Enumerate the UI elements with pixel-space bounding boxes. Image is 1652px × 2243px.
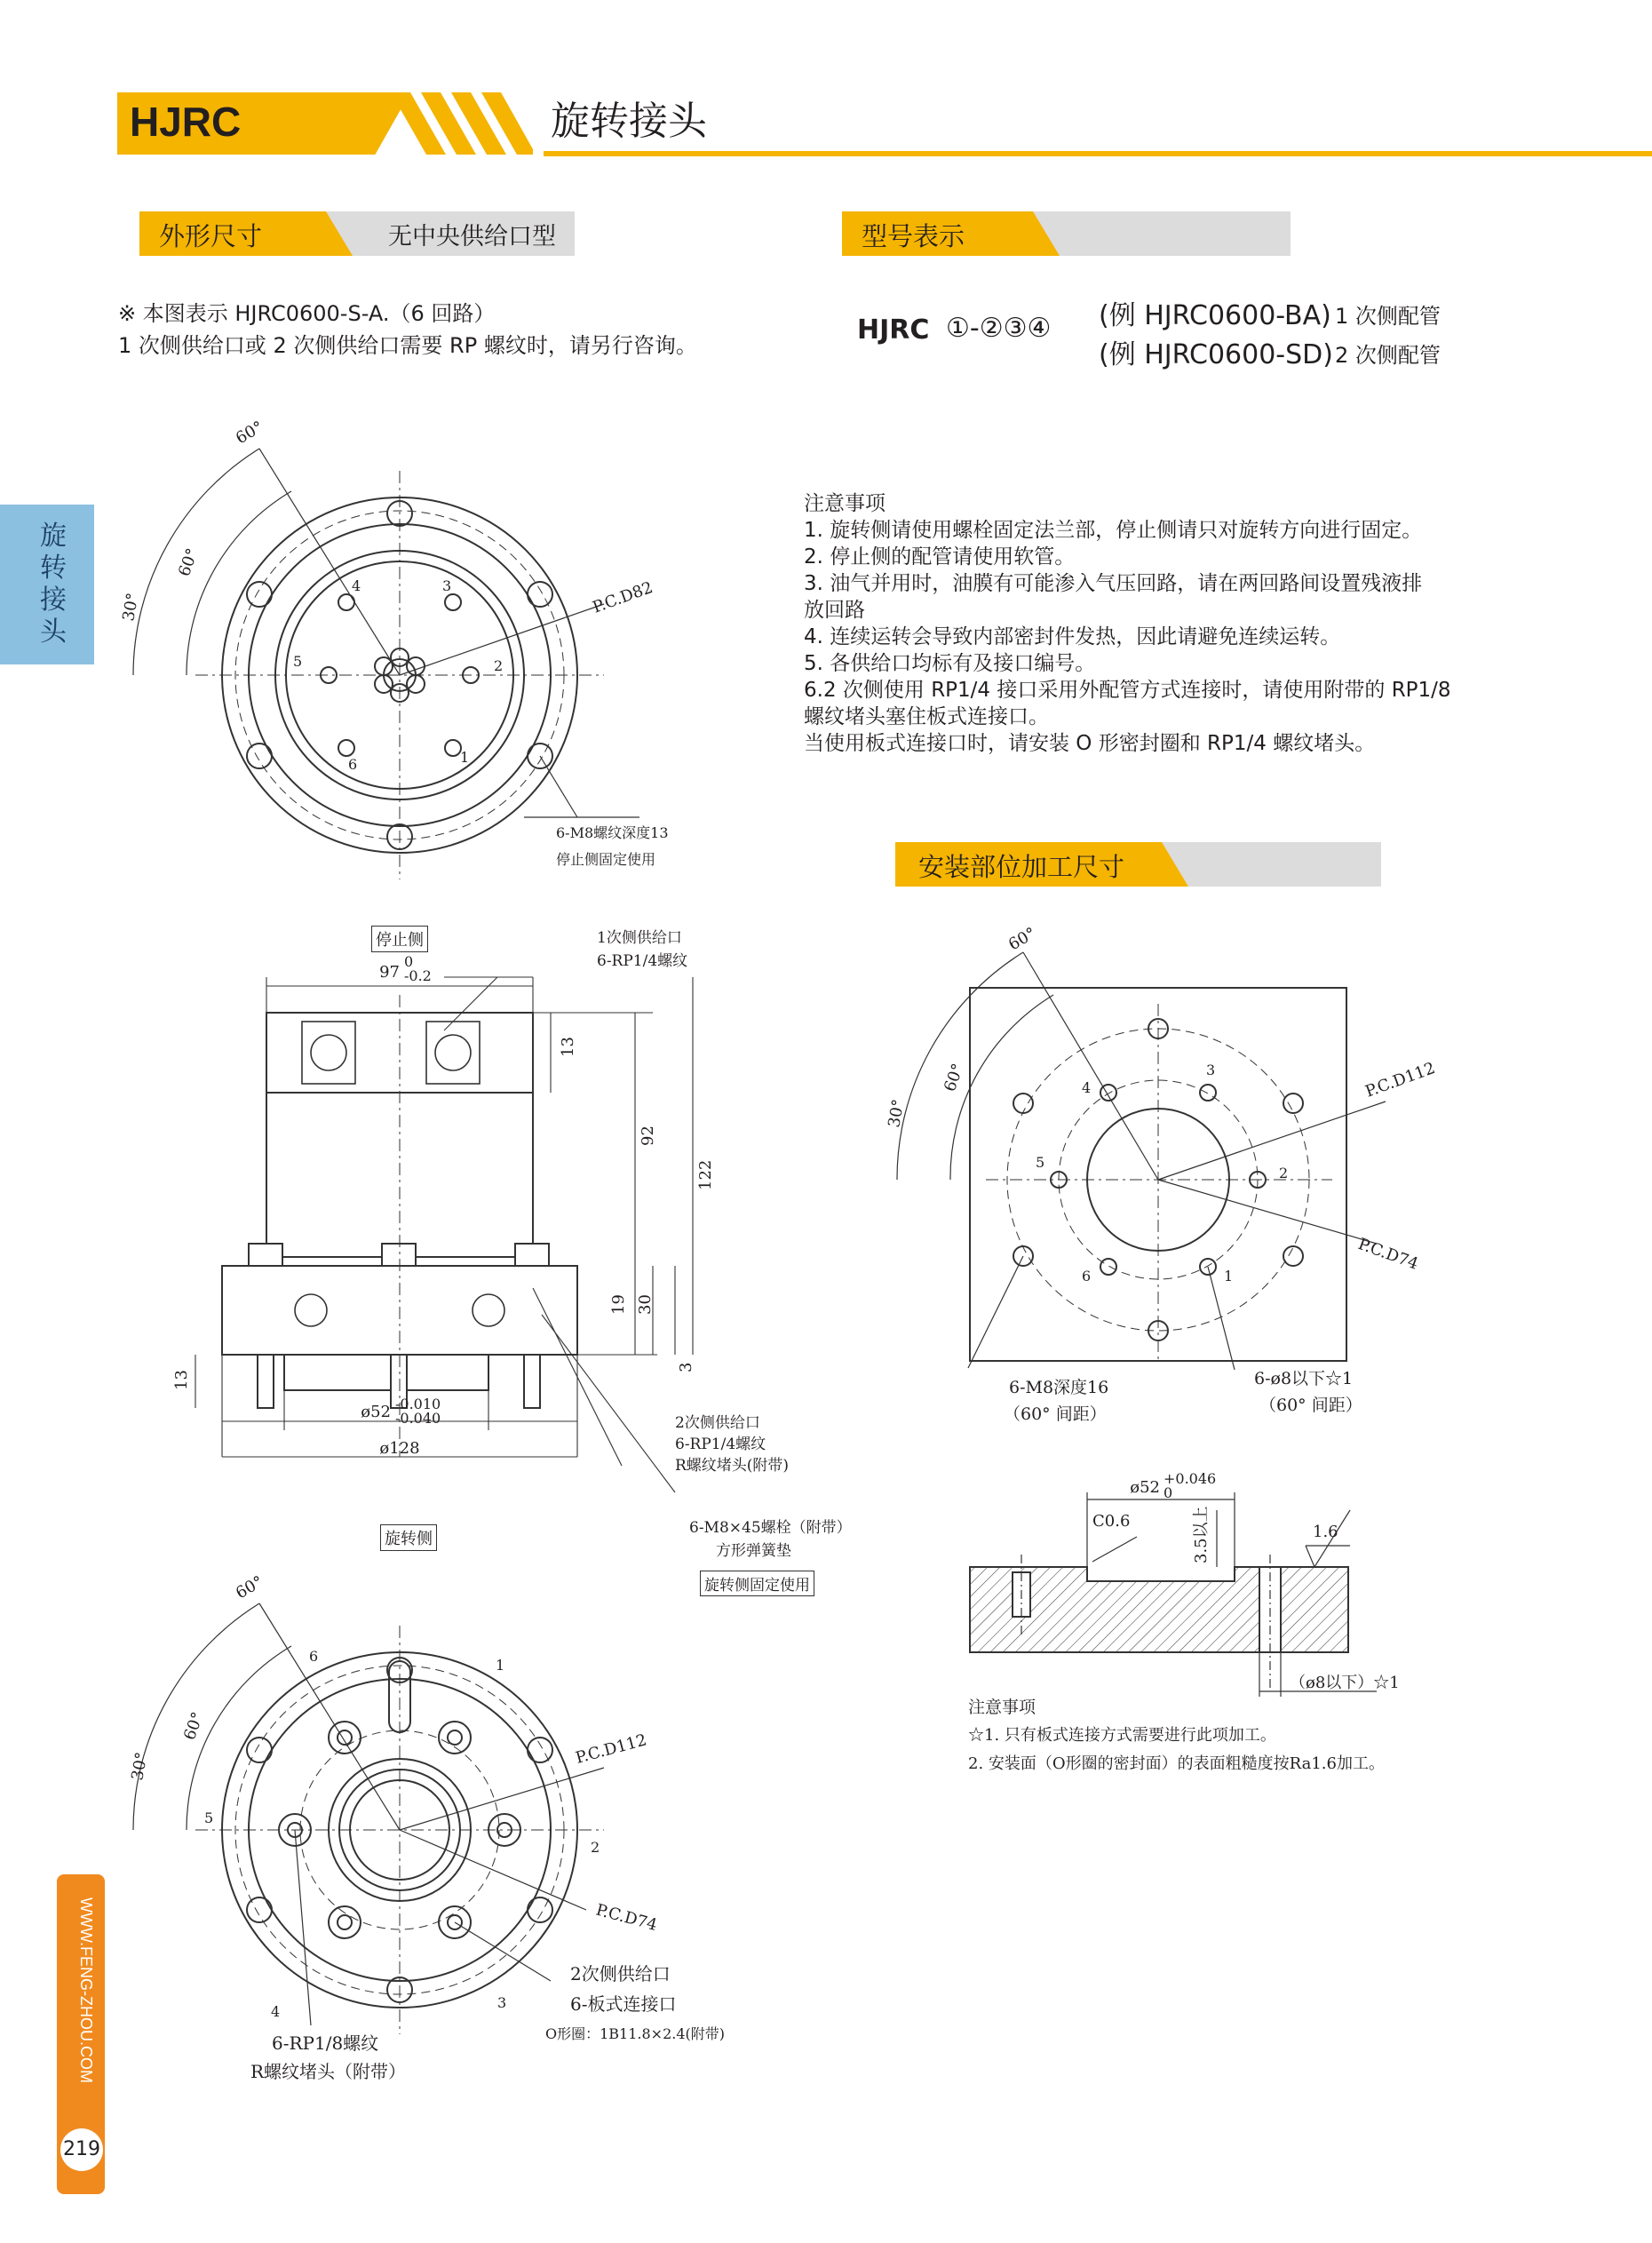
angle-30-label: 30° bbox=[128, 1750, 152, 1782]
angle-60b-label: 60° bbox=[179, 1709, 208, 1743]
section-outline bbox=[139, 211, 575, 256]
precaution-item: 4. 连续运转会导致内部密封件发热，因此请避免连续运转。 bbox=[804, 625, 1341, 648]
website-link[interactable] bbox=[57, 1892, 105, 2123]
port2-plug: R螺纹堵头(附带) bbox=[675, 1457, 790, 1475]
section-depth: 3.5以上 bbox=[1192, 1506, 1211, 1563]
mount-note: ☆1. 只有板式连接方式需要进行此项加工。 bbox=[968, 1726, 1276, 1745]
bottom-plug-2: R螺纹堵头（附带） bbox=[250, 2061, 407, 2082]
port-label: 3 bbox=[497, 1994, 507, 2011]
outline-note-2: 1 次侧供给口或 2 次侧供给口需要 RP 螺纹时，请另行咨询。 bbox=[118, 333, 697, 358]
dim-97-tol-dn: -0.2 bbox=[404, 967, 432, 984]
port2-thread: 6-RP1/4螺纹 bbox=[675, 1436, 766, 1453]
port-label: 2 bbox=[494, 657, 504, 674]
mount-hole-1: 6-ø8以下☆1 bbox=[1254, 1369, 1354, 1388]
angle-60-label: 60° bbox=[233, 418, 267, 449]
port-label: 2 bbox=[1279, 1165, 1289, 1181]
bolt-note: 6-M8×45螺栓（附带） bbox=[689, 1519, 852, 1537]
dim-52-tol-up: -0.010 bbox=[395, 1396, 441, 1412]
dim-19: 19 bbox=[609, 1294, 628, 1315]
pcd112-label: P.C.D112 bbox=[573, 1730, 649, 1768]
mount-note: 2. 安装面（O形圈的密封面）的表面粗糙度按Ra1.6加工。 bbox=[968, 1754, 1385, 1773]
port-label: 3 bbox=[442, 577, 452, 594]
dim-92: 92 bbox=[639, 1125, 657, 1146]
page-number: 219 bbox=[60, 2128, 103, 2171]
outline-note-1: ※ 本图表示 HJRC0600-S-A.（6 回路） bbox=[118, 301, 496, 326]
port-label: 1 bbox=[1224, 1268, 1234, 1285]
section-mounting bbox=[895, 842, 1381, 887]
port-label: 6 bbox=[1082, 1268, 1092, 1285]
section-model-title: 型号表示 bbox=[862, 221, 965, 251]
bottom-port2-title: 2次侧供给口 bbox=[570, 1963, 671, 1984]
angle-60b-label: 60° bbox=[940, 1061, 968, 1094]
model-code bbox=[857, 293, 1479, 373]
port-label: 4 bbox=[1082, 1079, 1092, 1096]
model-example-1: (例 HJRC0600-BA) bbox=[1099, 300, 1331, 331]
mount-notes-title: 注意事项 bbox=[968, 1698, 1036, 1717]
washer-note: 方形弹簧垫 bbox=[716, 1542, 791, 1560]
page-title: 旋转接头 bbox=[551, 99, 707, 144]
precautions-title: 注意事项 bbox=[804, 492, 886, 515]
precaution-item: 螺纹堵头塞住板式连接口。 bbox=[804, 705, 1049, 728]
brand-stripes bbox=[391, 92, 533, 155]
dim-13-bot: 13 bbox=[172, 1370, 191, 1390]
port1-thread: 6-RP1/4螺纹 bbox=[597, 952, 688, 970]
bottom-view-drawing bbox=[107, 1563, 675, 2096]
side-tab-label: 旋转接头 bbox=[40, 521, 67, 648]
section-hole: （ø8以下）☆1 bbox=[1290, 1674, 1400, 1692]
angle-30-label: 30° bbox=[885, 1097, 909, 1129]
brand-label: HJRC bbox=[130, 99, 242, 145]
precaution-item: 放回路 bbox=[804, 599, 865, 622]
pcd74-label: P.C.D74 bbox=[593, 1900, 660, 1936]
dim-128: ø128 bbox=[379, 1439, 420, 1458]
mount-tap-2: （60° 间距） bbox=[1004, 1404, 1107, 1424]
pcd-label: P.C.D82 bbox=[590, 577, 655, 617]
top-callout-1: 6-M8螺纹深度13 bbox=[556, 824, 669, 841]
precaution-item: 3. 油气并用时，油膜有可能渗入气压回路，请在两回路间设置残液排 bbox=[804, 572, 1423, 595]
port-label: 4 bbox=[352, 577, 361, 594]
bottom-oring: O形圈：1B11.8×2.4(附带) bbox=[545, 2025, 726, 2042]
bottom-port2-plate: 6-板式连接口 bbox=[570, 1993, 677, 2015]
stop-side-label: 停止侧 bbox=[371, 926, 428, 952]
section-dim-52-tol-dn: 0 bbox=[1164, 1484, 1173, 1501]
port-label: 1 bbox=[460, 749, 470, 766]
angle-60-label: 60° bbox=[1005, 924, 1040, 955]
port-label: 4 bbox=[271, 2003, 281, 2020]
section-model bbox=[842, 211, 1291, 256]
port-label: 1 bbox=[496, 1657, 505, 1674]
port-label: 5 bbox=[204, 1810, 214, 1826]
website-text: WWW.FENG-ZHOU.COM bbox=[77, 1897, 95, 2083]
precaution-item: 1. 旋转侧请使用螺栓固定法兰部，停止侧请只对旋转方向进行固定。 bbox=[804, 519, 1423, 542]
precaution-item: 当使用板式连接口时，请安装 O 形密封圈和 RP1/4 螺纹堵头。 bbox=[804, 732, 1376, 755]
section-dim-52-tol-up: +0.046 bbox=[1164, 1470, 1217, 1487]
section-outline-subtitle: 无中央供给口型 bbox=[388, 223, 556, 251]
precautions bbox=[804, 490, 1451, 757]
dim-122: 122 bbox=[696, 1159, 715, 1190]
port-label: 6 bbox=[348, 756, 358, 773]
precaution-item: 2. 停止侧的配管请使用软管。 bbox=[804, 545, 1076, 569]
port2-title: 2次侧供给口 bbox=[675, 1414, 760, 1432]
port-label: 5 bbox=[293, 653, 303, 670]
dim-97: 97 bbox=[379, 963, 400, 982]
dim-52: ø52 bbox=[361, 1403, 391, 1421]
port-label: 5 bbox=[1036, 1154, 1045, 1171]
top-callout-2: 停止侧固定使用 bbox=[556, 851, 656, 868]
section-outline-title: 外形尺寸 bbox=[159, 221, 263, 251]
header-rule bbox=[544, 151, 1652, 156]
section-chamfer: C0.6 bbox=[1092, 1512, 1131, 1531]
mount-drawing bbox=[879, 915, 1448, 1430]
precaution-item: 5. 各供给口均标有及接口编号。 bbox=[804, 652, 1096, 675]
angle-60b-label: 60° bbox=[174, 545, 203, 579]
dim-30: 30 bbox=[636, 1294, 655, 1315]
dim-3: 3 bbox=[677, 1362, 695, 1372]
model-prefix: HJRC bbox=[857, 314, 930, 346]
model-example-2-suffix: 2 次侧配管 bbox=[1335, 343, 1441, 368]
mount-tap-1: 6-M8深度16 bbox=[1009, 1378, 1109, 1397]
angle-30-label: 30° bbox=[119, 591, 143, 623]
port-label: 2 bbox=[591, 1839, 600, 1856]
top-view-drawing bbox=[107, 409, 675, 888]
dim-97-tol-up: 0 bbox=[404, 953, 414, 970]
section-dim-52: ø52 bbox=[1130, 1478, 1160, 1497]
port1-title: 1次侧供给口 bbox=[597, 929, 682, 947]
model-code-digits: ①-②③④ bbox=[946, 313, 1052, 344]
port-label: 6 bbox=[309, 1648, 319, 1665]
angle-60-label: 60° bbox=[233, 1572, 267, 1603]
bottom-plug-1: 6-RP1/8螺纹 bbox=[272, 2032, 379, 2054]
dim-13-top: 13 bbox=[559, 1037, 577, 1057]
rotate-side-label: 旋转侧 bbox=[380, 1524, 437, 1551]
dim-52-tol-dn: -0.040 bbox=[395, 1410, 441, 1427]
section-roughness: 1.6 bbox=[1313, 1523, 1338, 1541]
pcd112-label: P.C.D112 bbox=[1362, 1058, 1438, 1102]
pcd74-label: P.C.D74 bbox=[1355, 1234, 1421, 1274]
section-mounting-title: 安装部位加工尺寸 bbox=[918, 852, 1125, 882]
precaution-item: 6.2 次侧使用 RP1/4 接口采用外配管方式连接时，请使用附带的 RP1/8 bbox=[804, 679, 1451, 702]
model-example-2: (例 HJRC0600-SD) bbox=[1099, 339, 1333, 370]
mount-hole-2: （60° 间距） bbox=[1259, 1396, 1362, 1415]
section-drawing bbox=[959, 1457, 1457, 1714]
rotate-fix-label: 旋转侧固定使用 bbox=[700, 1571, 814, 1596]
model-example-1-suffix: 1 次侧配管 bbox=[1335, 304, 1441, 329]
port-label: 3 bbox=[1206, 1062, 1216, 1078]
